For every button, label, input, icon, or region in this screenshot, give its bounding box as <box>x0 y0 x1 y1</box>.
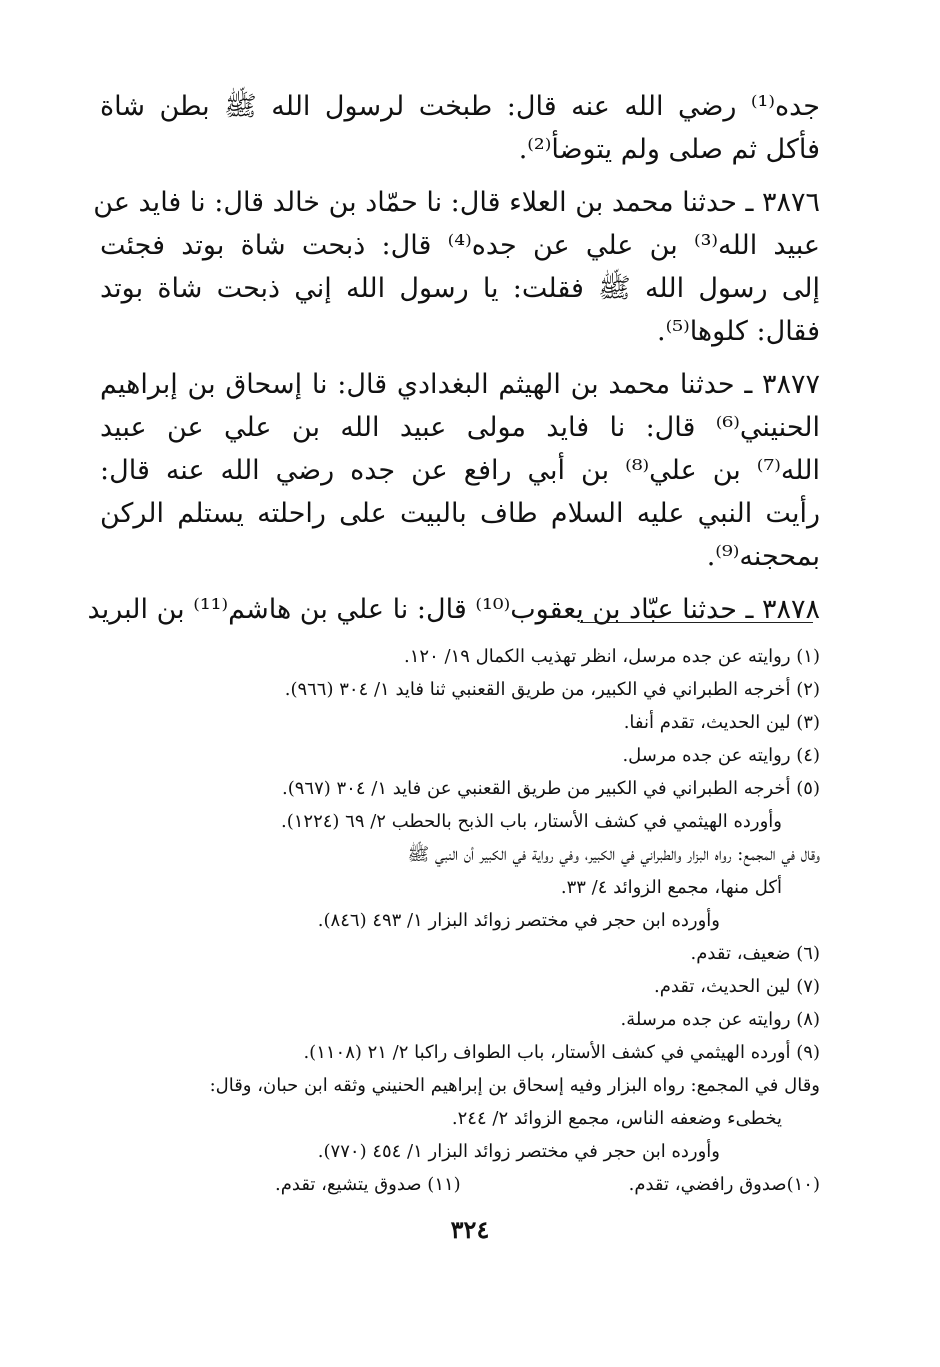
text-line: فقال: كلوها⁽⁵⁾. <box>657 316 820 347</box>
footnote-5-line-3: وقال في المجمع: رواه البزار والطبراني في الكبير، وفي رواية في الكبير أن النبي ﷺ <box>407 844 820 865</box>
main-text <box>87 85 821 631</box>
footnote-7: (٧) لين الحديث، تقدم. <box>654 976 820 997</box>
text-line: إلى رسول الله ﷺ فقلت: يا رسول الله إني ذبحت شاة بوتد <box>100 273 820 304</box>
text-line: فأكل ثم صلى ولم يتوضأ⁽²⁾. <box>518 134 820 165</box>
text-line: رأيت النبي عليه السلام طاف بالبيت على راحلته يستلم الركن <box>100 498 820 529</box>
footnote-2: (٢) أخرجه الطبراني في الكبير، من طريق القعنبي ثنا فايد ١/ ٣٠٤ (٩٦٦). <box>284 679 820 700</box>
text-line: الله⁽⁷⁾ بن علي⁽⁸⁾ بن أبي رافع عن جده رضي الله عنه قال: <box>100 455 820 486</box>
footnotes-10-11 <box>95 1168 820 1201</box>
footnote-5-line-5: وأورده ابن حجر في مختصر زوائد البزار ١/ ٤٩٣ (٨٤٦). <box>317 910 720 931</box>
footnote-9: (٩) أورده الهيثمي في كشف الأستار، باب الطواف راكبا ٢/ ٢١ (١١٠٨). <box>303 1042 820 1063</box>
text-line: ٣٨٧٨ ـ حدثنا عبّاد بن يعقوب⁽¹⁰⁾ قال: نا علي بن هاشم⁽¹¹⁾ بن البريد <box>87 594 820 625</box>
text-line: ٣٨٧٦ ـ حدثنا محمد بن العلاء قال: نا حمّاد بن خالد قال: نا فايد عن <box>93 187 820 218</box>
footnote-5-line-4: أكل منها، مجمع الزوائد ٤/ ٣٣. <box>560 877 782 898</box>
hadith-3878 <box>87 588 820 631</box>
text-line: ٣٨٧٧ ـ حدثنا محمد بن الهيثم البغدادي قال: نا إسحاق بن إبراهيم <box>100 369 820 400</box>
text-line: الحنيني⁽⁶⁾ قال: نا فايد مولى عبيد الله بن علي عن عبيد <box>100 412 820 443</box>
text-line: عبيد الله⁽³⁾ بن علي عن جده⁽⁴⁾ قال: ذبحت شاة بوتد فجئت <box>100 230 821 261</box>
footnote-9-line-2: وقال في المجمع: رواه البزار وفيه إسحاق بن إبراهيم الحنيني وثقه ابن حبان، وقال: <box>209 1075 820 1096</box>
footnote-5-line-2: وأورده الهيثمي في كشف الأستار، باب الذبح بالحطب ٢/ ٦٩ (١٢٢٤). <box>280 811 782 832</box>
footnote-3: (٣) لين الحديث، تقدم أنفا. <box>623 712 820 733</box>
footnote-8: (٨) روايته عن جده مرسلة. <box>620 1009 820 1030</box>
hadith-3876 <box>93 181 821 353</box>
footnote-10: (١٠)صدوق رافضي، تقدم. <box>628 1174 820 1195</box>
footnote-9-line-3: يخطىء وضعفه الناس، مجمع الزوائد ٢/ ٢٤٤. <box>451 1108 782 1129</box>
text-line: جده⁽¹⁾ رضي الله عنه قال: طبخت لرسول الله ﷺ بطن شاة <box>100 91 820 122</box>
footnotes <box>95 640 820 1201</box>
page-number: ٣٢٤ <box>450 1215 490 1244</box>
footnote-11: (١١) صدوق يتشيع، تقدم. <box>275 1174 461 1195</box>
footnote-6: (٦) ضعيف، تقدم. <box>690 943 820 964</box>
footnote-9-line-4: وأورده ابن حجر في مختصر زوائد البزار ١/ ٤٥٤ (٧٧٠). <box>317 1141 720 1162</box>
text-line: بمحجنه⁽⁹⁾. <box>706 541 820 572</box>
footnote-separator <box>580 622 813 623</box>
footnote-5: (٥) أخرجه الطبراني في الكبير من طريق القعنبي عن فايد ١/ ٣٠٤ (٩٦٧). <box>282 778 820 799</box>
footnote-1: (١) روايته عن جده مرسل، انظر تهذيب الكمال ١٩/ ١٢٠. <box>404 646 820 667</box>
hadith-3877 <box>100 363 820 578</box>
footnote-4: (٤) روايته عن جده مرسل. <box>622 745 820 766</box>
